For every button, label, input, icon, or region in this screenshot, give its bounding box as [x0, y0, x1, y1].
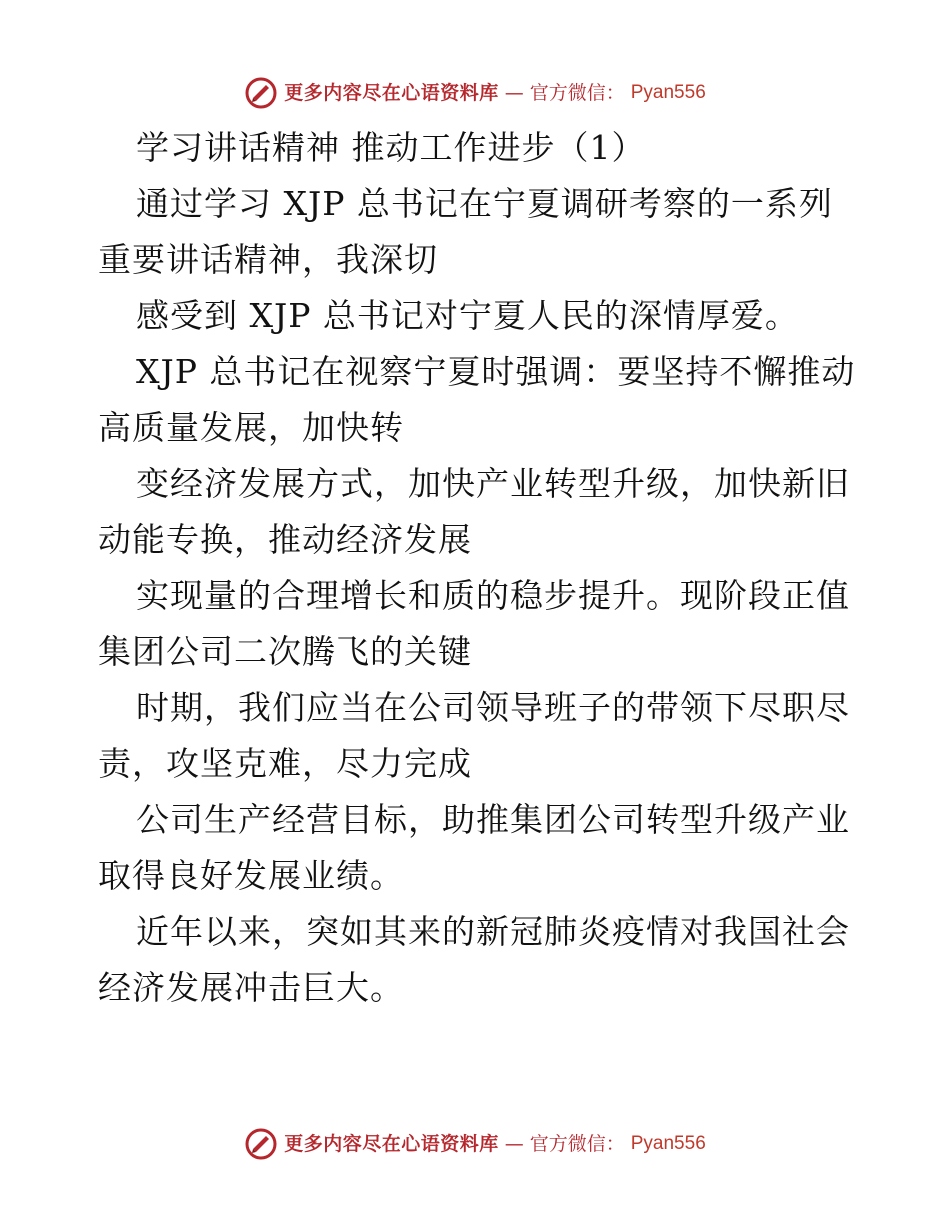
paragraph-line: XJP 总书记在视察宁夏时强调：要坚持不懈推动 [136, 352, 856, 391]
paragraph-line: 感受到 XJP 总书记对宁夏人民的深情厚爱。 [136, 296, 799, 335]
paragraph [98, 680, 858, 792]
banner-dash: — [504, 1133, 524, 1155]
paragraph [98, 344, 858, 456]
header-banner [0, 76, 950, 110]
banner-main-text: 更多内容尽在心语资料库 [284, 82, 499, 104]
paragraph-line: 动能专换，推动经济发展 [98, 520, 472, 559]
document-title: 学习讲话精神 推动工作进步（1） [136, 128, 646, 167]
paragraph-line: 取得良好发展业绩。 [98, 856, 404, 895]
paragraph [98, 904, 858, 1016]
paragraph [98, 792, 858, 904]
paragraph-line: 变经济发展方式，加快产业转型升级，加快新旧 [136, 464, 850, 503]
banner-sub-text: 官方微信： [529, 82, 625, 104]
paragraph-line: 重要讲话精神，我深切 [98, 240, 438, 279]
paragraph [98, 288, 858, 344]
brand-logo-icon [244, 1127, 278, 1161]
paragraph [98, 456, 858, 568]
paragraph-line: 责，攻坚克难，尽力完成 [98, 744, 472, 783]
banner-wechat-handle: Pyan556 [630, 1133, 706, 1154]
document-body [98, 120, 858, 1016]
paragraph-line: 实现量的合理增长和质的稳步提升。现阶段正值 [136, 576, 850, 615]
banner-main-text: 更多内容尽在心语资料库 [284, 1133, 499, 1155]
paragraph-line: 公司生产经营目标，助推集团公司转型升级产业 [136, 800, 850, 839]
paragraph-line: 通过学习 XJP 总书记在宁夏调研考察的一系列 [136, 184, 833, 223]
paragraph-line: 时期，我们应当在公司领导班子的带领下尽职尽 [136, 688, 850, 727]
banner-sub-text: 官方微信： [529, 1133, 625, 1155]
paragraph-line: 高质量发展，加快转 [98, 408, 404, 447]
paragraph [98, 568, 858, 680]
paragraph [98, 176, 858, 288]
paragraph-line: 集团公司二次腾飞的关键 [98, 632, 472, 671]
brand-logo-icon [244, 76, 278, 110]
footer-banner [0, 1127, 950, 1161]
paragraph-line: 经济发展冲击巨大。 [98, 968, 404, 1007]
paragraph-line: 近年以来，突如其来的新冠肺炎疫情对我国社会 [136, 912, 850, 951]
banner-dash: — [504, 82, 524, 104]
banner-wechat-handle: Pyan556 [630, 82, 706, 103]
